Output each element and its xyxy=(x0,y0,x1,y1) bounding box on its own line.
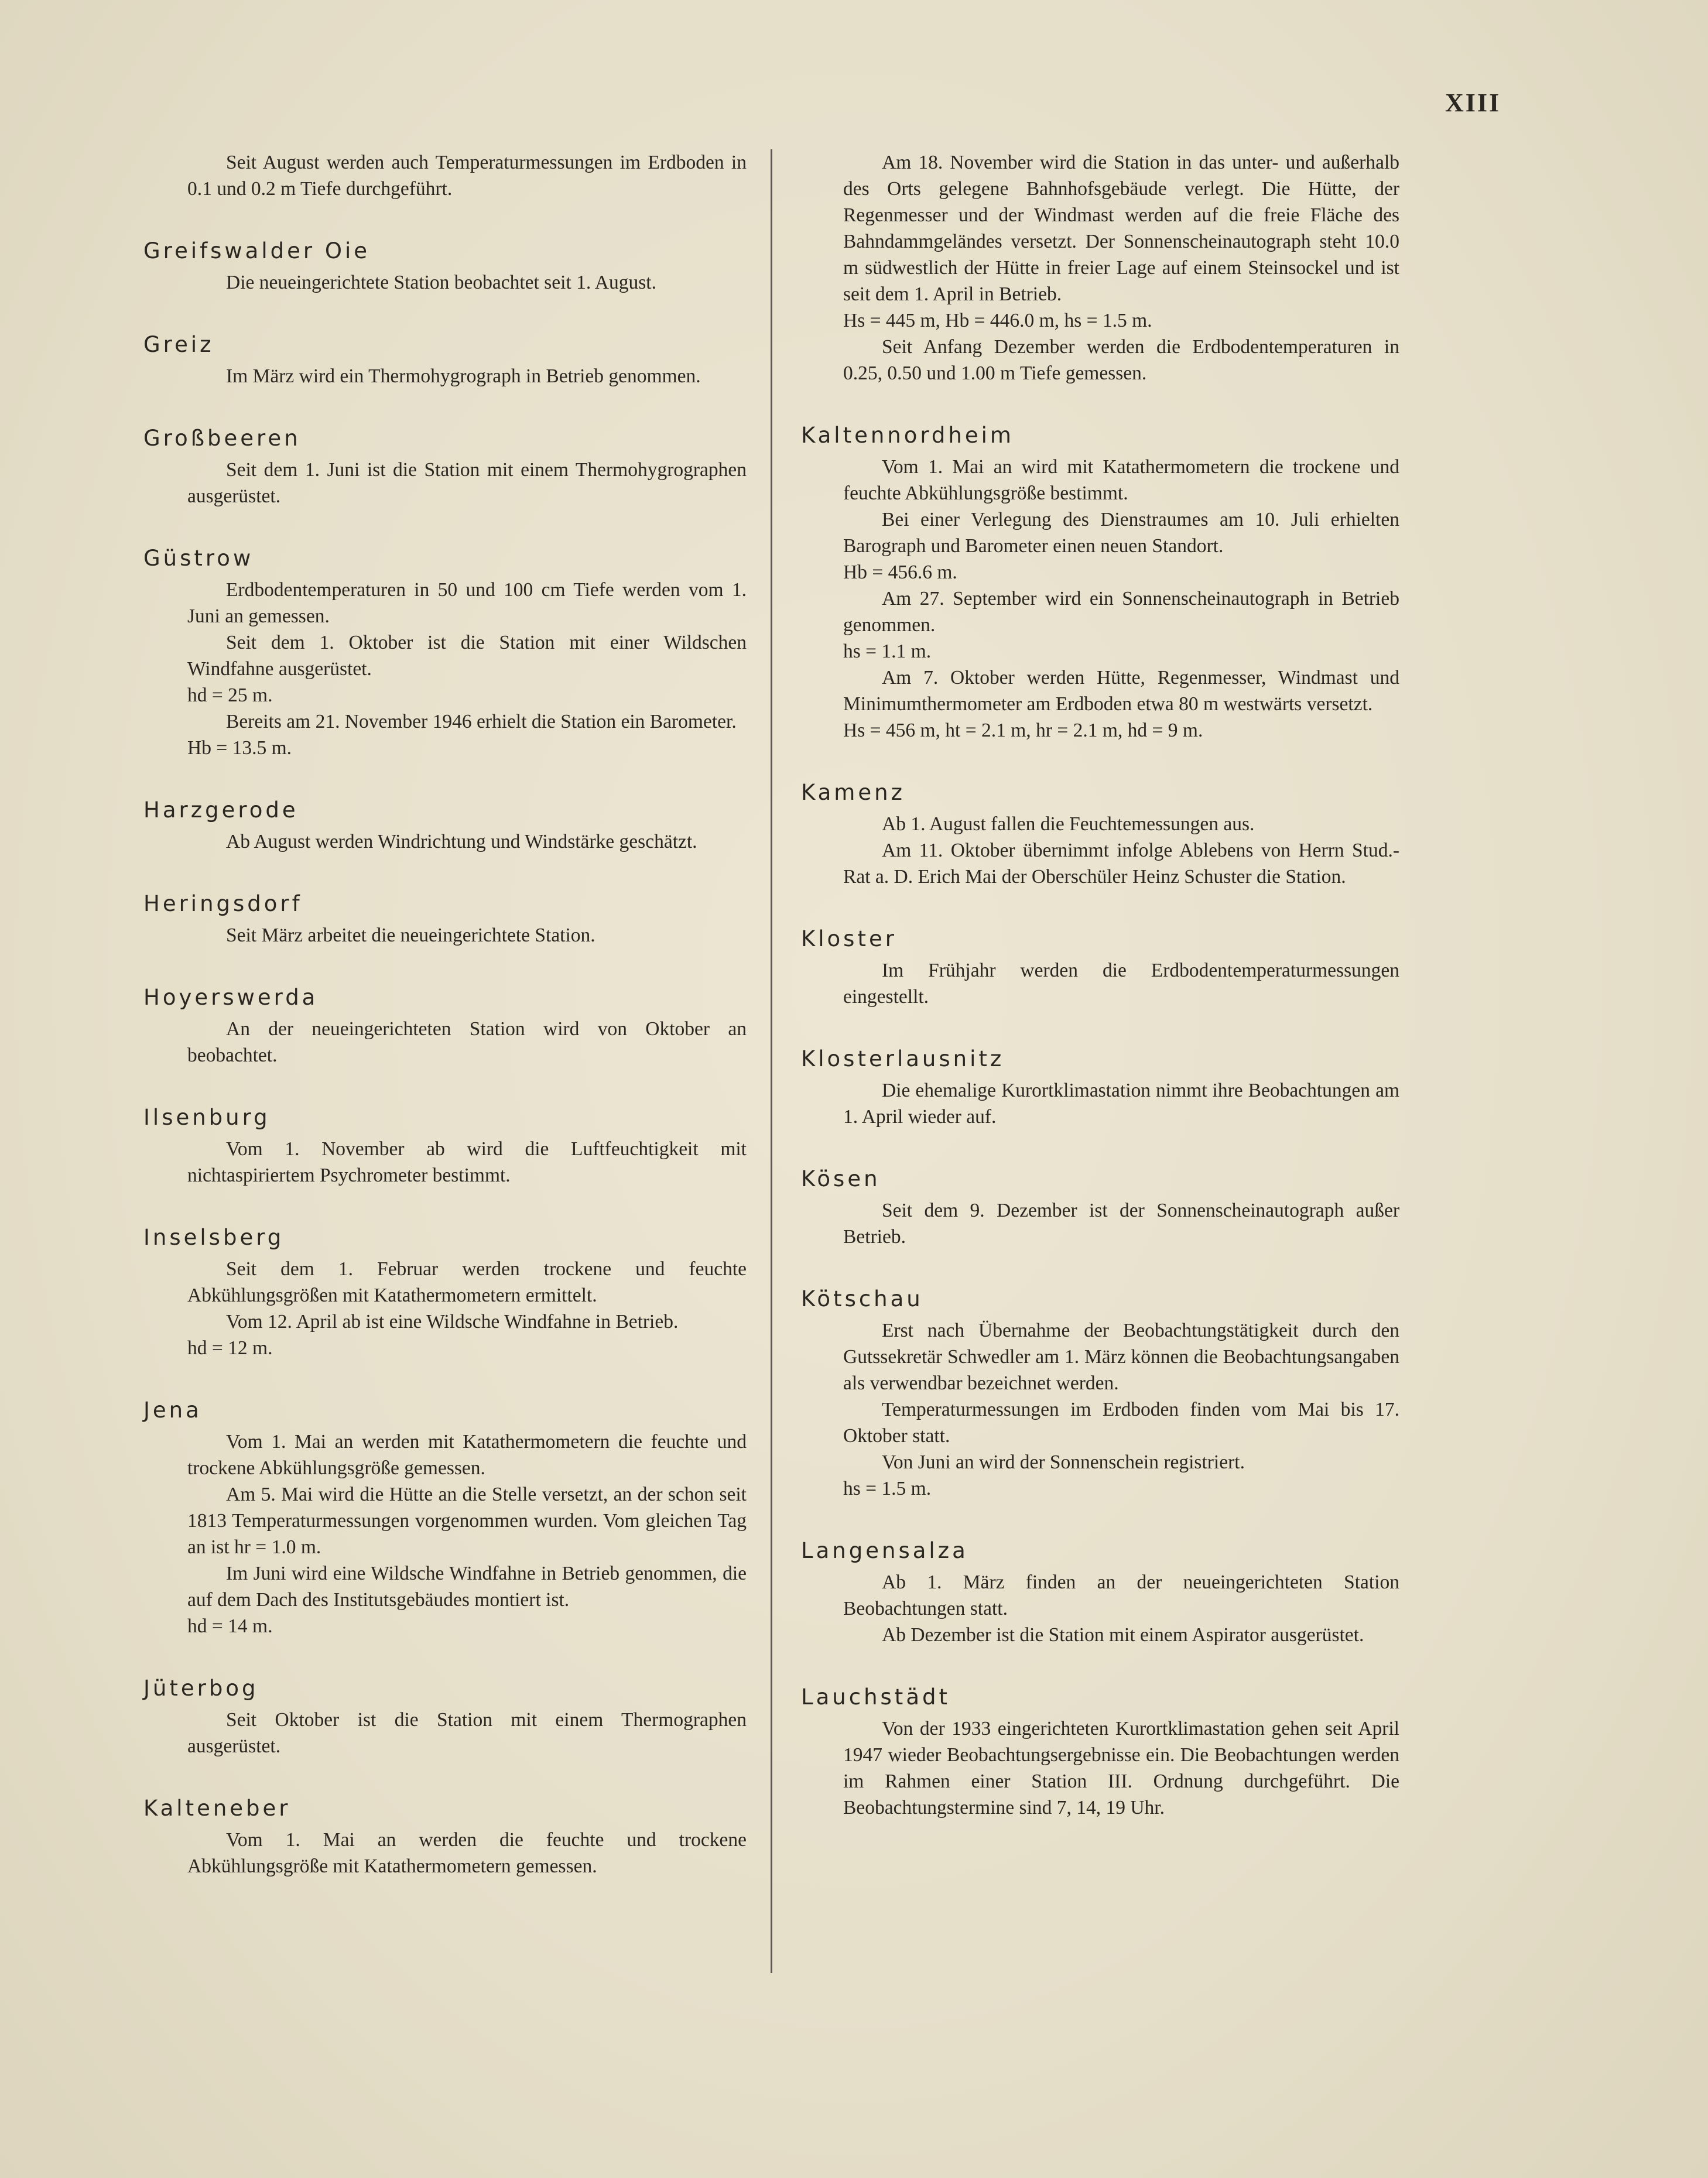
station-entry-koesen xyxy=(801,1166,1399,1250)
page-number: XIII xyxy=(1445,88,1501,117)
entry-paragraph: Vom 1. Mai an wird mit Katathermometern die trockene und feuchte Abkühlungsgröße bestimmt. xyxy=(843,456,1399,504)
entry-paragraph: Die neueingerichtete Station beobachtet seit 1. August. xyxy=(226,272,656,293)
entry-paragraph: Seit März arbeitet die neueingerichtete Station. xyxy=(226,924,595,946)
station-name: Kamenz xyxy=(801,780,905,805)
station-entry-guestrow xyxy=(143,546,747,761)
station-name: Greifswalder Oie xyxy=(143,238,371,263)
entry-paragraph: hs = 1.1 m. xyxy=(843,641,932,662)
entry-paragraph: Ab Dezember ist die Station mit einem Aspirator ausgerüstet. xyxy=(882,1624,1364,1646)
station-entry-greifswalder-oie xyxy=(143,238,747,296)
entry-paragraph: Vom 1. November ab wird die Luftfeuchtigkeit mit nichtaspiriertem Psychrometer bestimmt. xyxy=(187,1138,747,1186)
entry-paragraph: Vom 1. Mai an werden die feuchte und trockene Abkühlungsgröße mit Katathermometern gemessen. xyxy=(187,1829,747,1877)
station-entry-heringsdorf xyxy=(143,891,747,948)
entry-paragraph: Seit August werden auch Temperaturmessungen im Erdboden in 0.1 und 0.2 m Tiefe durchgeführt. xyxy=(187,152,747,200)
station-name: Klosterlausnitz xyxy=(801,1046,1005,1071)
station-entry-langensalza xyxy=(801,1538,1399,1648)
entry-paragraph: Am 5. Mai wird die Hütte an die Stelle versetzt, an der schon seit 1813 Temperaturmessungen vorgenommen wurden. Vom gleichen Tag an ist hr = 1.0 m. xyxy=(187,1484,747,1558)
station-entry-jena xyxy=(143,1398,747,1639)
station-entry-hoyerswerda xyxy=(143,985,747,1069)
station-name: Kalteneber xyxy=(143,1796,291,1821)
station-name: Greiz xyxy=(143,332,214,357)
station-name: Heringsdorf xyxy=(143,891,303,916)
entry-paragraph: Temperaturmessungen im Erdboden finden vom Mai bis 17. Oktober statt. xyxy=(843,1399,1399,1447)
station-entry-kalteneber xyxy=(143,1796,747,1879)
entry-paragraph: Ab 1. August fallen die Feuchtemessungen aus. xyxy=(882,813,1255,835)
station-entry-kamenz xyxy=(801,780,1399,890)
station-name: Güstrow xyxy=(143,546,254,571)
entry-paragraph: Hb = 13.5 m. xyxy=(187,737,292,759)
station-entry-koetschau xyxy=(801,1286,1399,1502)
station-name: Jena xyxy=(143,1398,202,1423)
entry-paragraph: Am 7. Oktober werden Hütte, Regenmesser, Windmast und Minimumthermometer am Erdboden etwa 80 m westwärts versetzt. xyxy=(843,667,1399,715)
left-column xyxy=(143,149,747,1916)
station-name: Hoyerswerda xyxy=(143,985,319,1010)
entry-paragraph: Vom 12. April ab ist eine Wildsche Windfahne in Betrieb. xyxy=(226,1311,679,1333)
station-entry-greiz xyxy=(143,332,747,389)
entry-paragraph: Seit Anfang Dezember werden die Erdbodentemperaturen in 0.25, 0.50 und 1.00 m Tiefe gemessen. xyxy=(843,336,1399,384)
entry-paragraph: Ab 1. März finden an der neueingerichteten Station Beobachtungen statt. xyxy=(843,1571,1399,1619)
entry-paragraph: Erst nach Übernahme der Beobachtungstätigkeit durch den Gutssekretär Schwedler am 1. März können die Beobachtungsangaben als verwendbar bezeichnet werden. xyxy=(843,1320,1399,1394)
station-entry-harzgerode xyxy=(143,797,747,855)
entry-paragraph: Bereits am 21. November 1946 erhielt die Station ein Barometer. xyxy=(226,711,737,732)
continued-entry xyxy=(143,149,747,202)
entry-paragraph: Seit dem 9. Dezember ist der Sonnenscheinautograph außer Betrieb. xyxy=(843,1200,1399,1248)
entry-paragraph: Im Frühjahr werden die Erdbodentemperaturmessungen eingestellt. xyxy=(843,960,1399,1008)
entry-paragraph: Seit dem 1. Februar werden trockene und feuchte Abkühlungsgrößen mit Katathermometern ermittelt. xyxy=(187,1258,747,1306)
entry-paragraph: Am 27. September wird ein Sonnenscheinautograph in Betrieb genommen. xyxy=(843,588,1399,636)
station-entry-kaltennordheim xyxy=(801,423,1399,744)
entry-paragraph: Von der 1933 eingerichteten Kurortklimastation gehen seit April 1947 wieder Beobachtungsergebnisse ein. Die Beobachtungen werden im Rahmen einer Station III. Ordnung durchgeführt. Die Beobachtungstermine sind 7, 14, 19 Uhr. xyxy=(843,1718,1399,1819)
station-name: Kaltennordheim xyxy=(801,423,1014,448)
station-entry-ilsenburg xyxy=(143,1105,747,1189)
station-name: Kötschau xyxy=(801,1286,923,1311)
continued-entry xyxy=(801,149,1399,386)
station-entry-grossbeeren xyxy=(143,426,747,509)
entry-paragraph: Vom 1. Mai an werden mit Katathermometern die feuchte und trockene Abkühlungsgröße gemessen. xyxy=(187,1431,747,1479)
entry-paragraph: Hs = 445 m, Hb = 446.0 m, hs = 1.5 m. xyxy=(843,310,1152,331)
entry-paragraph: Hs = 456 m, ht = 2.1 m, hr = 2.1 m, hd = 9 m. xyxy=(843,720,1203,741)
station-name: Lauchstädt xyxy=(801,1684,950,1710)
station-entry-inselsberg xyxy=(143,1225,747,1361)
entry-paragraph: Von Juni an wird der Sonnenschein registriert. xyxy=(882,1451,1245,1473)
entry-paragraph: Erdbodentemperaturen in 50 und 100 cm Tiefe werden vom 1. Juni an gemessen. xyxy=(187,579,747,627)
entry-paragraph: Seit dem 1. Oktober ist die Station mit einer Wildschen Windfahne ausgerüstet. xyxy=(187,632,747,680)
column-divider xyxy=(771,149,772,1973)
entry-paragraph: Im März wird ein Thermohygrograph in Betrieb genommen. xyxy=(226,365,701,387)
station-name: Langensalza xyxy=(801,1538,968,1563)
station-entry-jueterbog xyxy=(143,1676,747,1759)
entry-paragraph: Am 18. November wird die Station in das unter- und außerhalb des Orts gelegene Bahnhofsgebäude verlegt. Die Hütte, der Regenmesser und der Windmast werden auf die freie Fläche des Bahndammgeländes versetzt. Der Sonnenscheinautograph steht 10.0 m südwestlich der Hütte in freier Lage auf einem Steinsockel und ist seit dem 1. April in Betrieb. xyxy=(843,152,1399,305)
entry-paragraph: Seit dem 1. Juni ist die Station mit einem Thermohygrographen ausgerüstet. xyxy=(187,459,747,507)
station-entry-kloster xyxy=(801,926,1399,1010)
entry-paragraph: hd = 12 m. xyxy=(187,1337,273,1359)
station-name: Jüterbog xyxy=(143,1676,259,1701)
entry-paragraph: Am 11. Oktober übernimmt infolge Ablebens von Herrn Stud.-Rat a. D. Erich Mai der Oberschüler Heinz Schuster die Station. xyxy=(843,840,1399,888)
station-name: Ilsenburg xyxy=(143,1105,271,1130)
entry-paragraph: Ab August werden Windrichtung und Windstärke geschätzt. xyxy=(226,831,697,852)
station-name: Großbeeren xyxy=(143,426,301,451)
station-name: Harzgerode xyxy=(143,797,299,823)
station-entry-lauchstaedt xyxy=(801,1684,1399,1821)
right-column xyxy=(801,149,1399,1857)
entry-paragraph: hd = 25 m. xyxy=(187,684,273,706)
entry-paragraph: An der neueingerichteten Station wird von Oktober an beobachtet. xyxy=(187,1018,747,1066)
entry-paragraph: Im Juni wird eine Wildsche Windfahne in Betrieb genommen, die auf dem Dach des Institutsgebäudes montiert ist. xyxy=(187,1563,747,1611)
station-name: Kloster xyxy=(801,926,897,951)
station-entry-klosterlausnitz xyxy=(801,1046,1399,1130)
entry-paragraph: Bei einer Verlegung des Dienstraumes am 10. Juli erhielten Barograph und Barometer einen neuen Standort. xyxy=(843,509,1399,557)
entry-paragraph: Hb = 456.6 m. xyxy=(843,561,957,583)
entry-paragraph: hs = 1.5 m. xyxy=(843,1478,932,1499)
station-name: Inselsberg xyxy=(143,1225,285,1250)
entry-paragraph: hd = 14 m. xyxy=(187,1615,273,1637)
entry-paragraph: Die ehemalige Kurortklimastation nimmt ihre Beobachtungen am 1. April wieder auf. xyxy=(843,1080,1399,1128)
station-name: Kösen xyxy=(801,1166,881,1191)
entry-paragraph: Seit Oktober ist die Station mit einem Thermographen ausgerüstet. xyxy=(187,1709,747,1757)
